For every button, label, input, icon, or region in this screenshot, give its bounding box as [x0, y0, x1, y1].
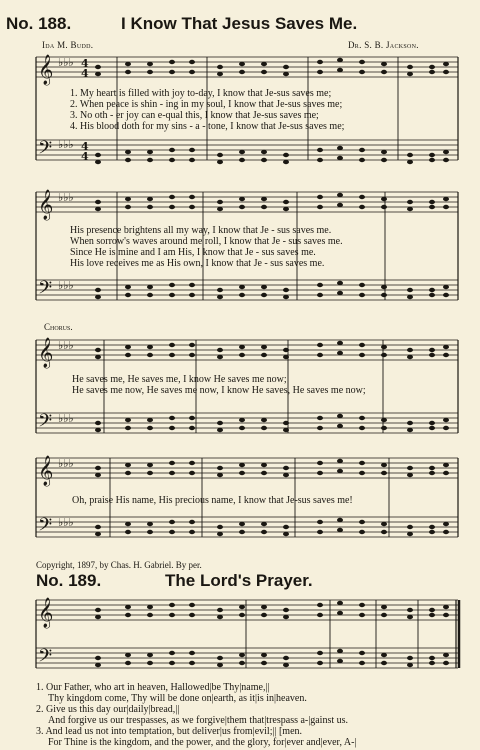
svg-text:𝄢: 𝄢	[38, 646, 53, 671]
svg-text:4: 4	[81, 67, 89, 80]
svg-text:4: 4	[81, 57, 89, 70]
svg-text:𝄢: 𝄢	[38, 515, 53, 540]
prayer-line3: 2. Give us this day our|daily|bread,||	[36, 704, 180, 715]
verse-line1-v1: 1. My heart is filled with joy to-day, I know that Je-sus saves me;	[70, 88, 332, 99]
svg-text:♭♭♭: ♭♭♭	[58, 279, 74, 292]
hymn-title: I Know That Jesus Saves Me.	[121, 14, 358, 33]
svg-text:𝄢: 𝄢	[38, 138, 53, 163]
svg-text:4: 4	[81, 150, 89, 163]
svg-text:𝄢: 𝄢	[38, 411, 53, 436]
svg-text:♭♭♭: ♭♭♭	[58, 339, 74, 352]
svg-text:♭♭♭: ♭♭♭	[58, 56, 74, 69]
svg-text:♭♭♭: ♭♭♭	[58, 138, 74, 151]
prayer-line2: Thy kingdom come, Thy will be done on|earth, as it|is in|heaven.	[48, 693, 307, 704]
svg-text:𝄞: 𝄞	[38, 55, 54, 85]
copyright-notice: Copyright, 1897, by Chas. H. Gabriel. By per.	[36, 560, 202, 570]
hymn-number: No. 188.	[6, 14, 72, 33]
lyricist-credit: Ida M. Budd.	[42, 40, 94, 50]
verse-line2-v2: When sorrow's waves around me roll, I know that Je - sus saves me.	[70, 236, 343, 247]
prayer-line4: And forgive us our trespasses, as we forgive|them that|trespass a-|gainst us.	[48, 715, 349, 726]
prayer-line1: 1. Our Father, who art in heaven, Hallowed|be Thy|name,||	[36, 682, 270, 693]
verse-line2-v4: His love receives me as His own, I know that Je - sus saves me.	[70, 258, 325, 269]
verse-line2-v3: Since He is mine and I am His, I know that Je - sus saves me.	[70, 247, 316, 258]
svg-text:𝄞: 𝄞	[38, 598, 54, 628]
prayer-line6: For Thine is the kingdom, and the power, and the glory, for|ever and|ever, A-|	[48, 737, 357, 748]
svg-text:♭♭♭: ♭♭♭	[58, 191, 74, 204]
prayer-line5: 3. And lead us not into temptation, but deliver|us from|evil;|| [men.	[36, 726, 303, 737]
svg-text:♭♭♭: ♭♭♭	[58, 457, 74, 470]
chorus-line3: Oh, praise His name, His precious name, I know that Je-sus saves me!	[72, 495, 353, 506]
staff-system1-bass	[36, 140, 458, 160]
svg-text:4: 4	[81, 140, 89, 153]
svg-text:𝄞: 𝄞	[38, 456, 54, 486]
verse-line1-v2: 2. When peace is shin - ing in my soul, I know that Je-sus saves me;	[70, 99, 343, 110]
hymn2-title: The Lord's Prayer.	[165, 571, 313, 590]
composer-credit: Dr. S. B. Jackson.	[348, 40, 419, 50]
svg-text:𝄢: 𝄢	[38, 278, 53, 303]
chorus-line2: He saves me now, He saves me now, I know He saves, He saves me now;	[72, 385, 366, 396]
svg-text:♭♭♭: ♭♭♭	[58, 516, 74, 529]
chorus-label: Chorus.	[44, 322, 73, 332]
svg-text:𝄞: 𝄞	[38, 338, 54, 368]
verse-line1-v4: 4. His blood doth for my sins - a - tone, I know that Je-sus saves me;	[70, 121, 345, 132]
hymn2-number: No. 189.	[36, 571, 102, 590]
verse-line1-v3: 3. No oth - er joy can e-qual this, I know that Je-sus saves me;	[70, 110, 319, 121]
svg-text:𝄞: 𝄞	[38, 190, 54, 220]
svg-text:♭♭♭: ♭♭♭	[58, 412, 74, 425]
chorus-line1: He saves me, He saves me, I know He saves me now;	[72, 374, 287, 385]
verse-line2-v1: His presence brightens all my way, I know that Je - sus saves me.	[70, 225, 332, 236]
